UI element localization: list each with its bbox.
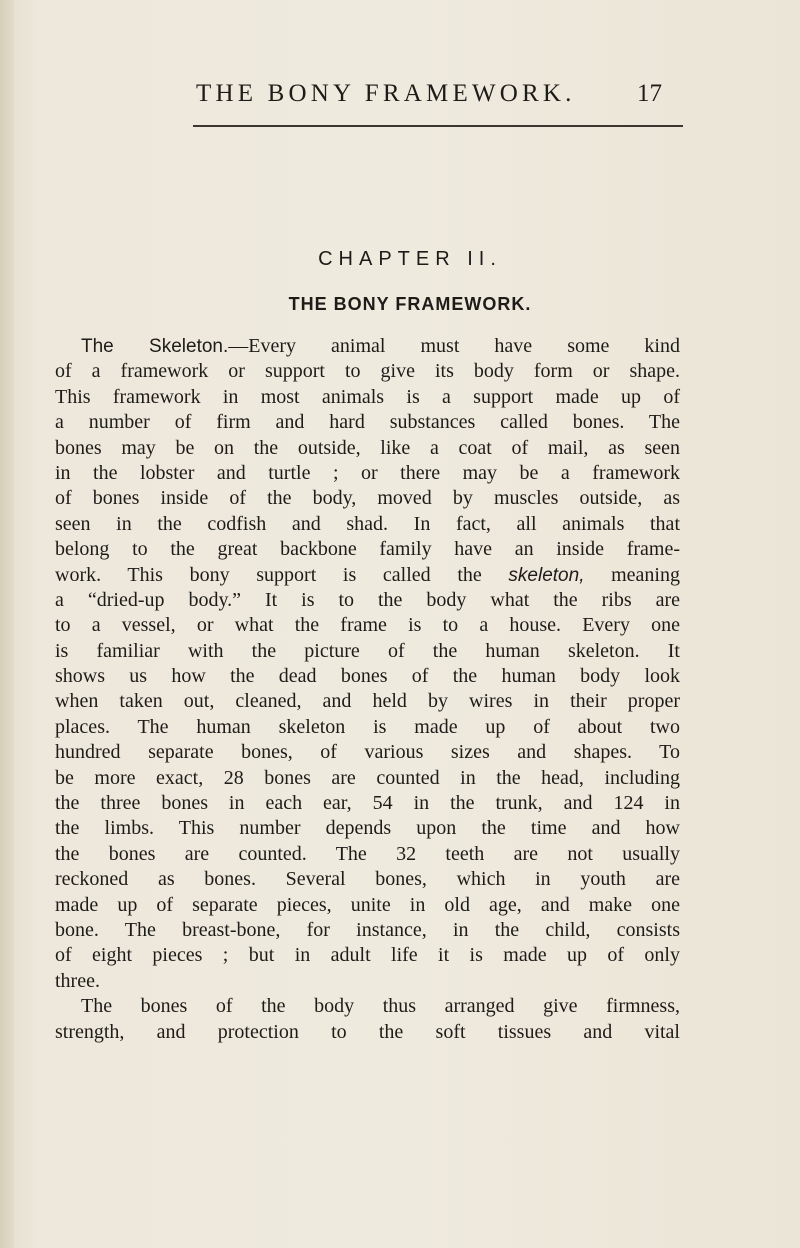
text-line: of bones inside of the body, moved by muscles outside, as [55, 487, 680, 510]
page-gutter-edge [0, 0, 14, 1248]
text-line: strength, and protection to the soft tissues and vital [55, 1020, 680, 1043]
text-line: bones may be on the outside, like a coat of mail, as seen [55, 436, 680, 459]
text-line: a number of firm and hard substances called bones. The [55, 411, 680, 434]
text-line: in the lobster and turtle ; or there may be a framework [55, 461, 680, 484]
text-line: is familiar with the picture of the human skeleton. It [55, 639, 680, 662]
body-text [55, 334, 680, 1045]
text-line: places. The human skeleton is made up of about two [55, 715, 680, 738]
paragraph-lead-term: The Skeleton. [81, 336, 229, 357]
text-line: be more exact, 28 bones are counted in the head, including [55, 766, 680, 789]
text-line: hundred separate bones, of various sizes and shapes. To [55, 741, 680, 764]
section-heading: THE BONY FRAMEWORK. [288, 294, 532, 314]
text-line: a “dried-up body.” It is to the body what the ribs are [55, 588, 680, 611]
text-line: of a framework or support to give its body form or shape. [55, 360, 680, 383]
running-head-title: THE BONY FRAMEWORK. [196, 80, 576, 107]
text-line: reckoned as bones. Several bones, which in youth are [55, 868, 680, 891]
text-line [55, 334, 680, 359]
text-line: to a vessel, or what the frame is to a house. Every one [55, 614, 680, 637]
text-line: seen in the codfish and shad. In fact, all animals that [55, 512, 680, 535]
text-line: of eight pieces ; but in adult life it is made up of only [55, 944, 680, 967]
text-line: shows us how the dead bones of the human body look [55, 665, 680, 688]
text-line: the three bones in each ear, 54 in the trunk, and 124 in [55, 792, 680, 815]
page-number: 17 [637, 80, 662, 107]
line-text: meaning [584, 563, 680, 586]
text-line: made up of separate pieces, unite in old age, and make one [55, 893, 680, 916]
header-rule [193, 125, 683, 127]
text-line [55, 563, 680, 588]
text-line: the bones are counted. The 32 teeth are not usually [55, 842, 680, 865]
line-text: —Every animal must have some kind [228, 335, 680, 357]
chapter-heading: CHAPTER II. [318, 248, 502, 270]
text-line: the limbs. This number depends upon the time and how [55, 817, 680, 840]
running-head [0, 80, 800, 120]
text-line: This framework in most animals is a support made up of [55, 385, 680, 408]
text-line: three. [55, 969, 100, 992]
italic-term-skeleton: skeleton, [508, 564, 585, 586]
text-line: The bones of the body thus arranged give firmness, [81, 995, 680, 1018]
text-line: belong to the great backbone family have an inside frame- [55, 538, 680, 561]
text-line: bone. The breast-bone, for instance, in the child, consists [55, 918, 680, 941]
text-line: when taken out, cleaned, and held by wires in their proper [55, 690, 680, 713]
line-text: work. This bony support is called the [55, 563, 509, 586]
